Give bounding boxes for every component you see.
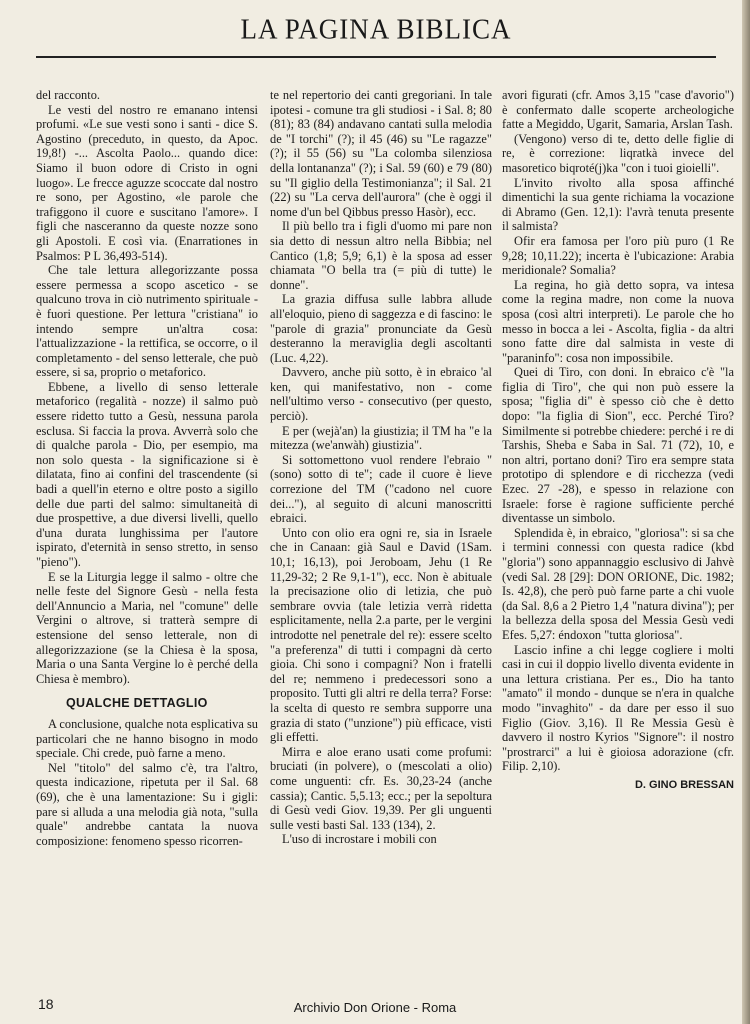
paragraph: Quei di Tiro, con doni. In ebraico c'è "la figlia di Tiro", che qui non può essere la sposa; "figlia di" è spesso ciò che è detto dopo: "la figlia di Sion", ecc. Perché Tiro? Similmente si potrebbe chiedere: perché i re di Tarshis, Sheba e Saba in Sal. 71 (72), 10, e non altri, portano doni? Tiro era sempre stata prototipo di splendore e di ricchezza (vedi Ezec. 27 -28), e spesso in relazione con Israele: forse è ragione sufficiente perché diventasse un simbolo. bbox=[502, 365, 734, 526]
paragraph: Mirra e aloe erano usati come profumi: bruciati (in polvere), o (mescolati a olio) come unguenti: cfr. Es. 30,23-24 (anche cassia); Cantic. 5,5.13; ecc.; per la sepoltura di Gesù vedi Giov. 19,39. Per gli unguenti sulle vesti basti Sal. 133 (134), 2. bbox=[270, 744, 492, 832]
paragraph: La regina, ho già detto sopra, va intesa come la regina madre, non come la nuova sposa (così altri interpreti). Le parole che ho messo in bocca a lei - Ascolta, figlia - da altri sono fatte dire dal salmista in veste di "paraninfo": cosa non impossibile. bbox=[502, 277, 734, 365]
page-edge-shadow bbox=[742, 0, 750, 1024]
paragraph: Lascio infine a chi legge cogliere i molti casi in cui il doppio livello diventa evidente in una lettura cristiana. Per es., Dio ha tanto "amato" il mondo - dunque se n'era in qualche modo "invaghito" - da dare per esso il suo Figlio (Giov. 3,16). Il Re Messia Gesù è davvero il nostro Kyrios "Signore": il nostro "prostrarci" a lui è gioiosa adorazione (cfr. Filip. 2,10). bbox=[502, 642, 734, 774]
header-rule bbox=[36, 56, 716, 58]
paragraph: del racconto. bbox=[36, 88, 100, 102]
column-2 bbox=[270, 88, 492, 847]
paragraph: (Vengono) verso di te, detto delle figlie di re, è correzione: liqratkà invece del masoretico biqroté(j)ka "con i tuoi gioielli". bbox=[502, 131, 734, 175]
page-header bbox=[40, 14, 712, 45]
paragraph: Unto con olio era ogni re, sia in Israele che in Canaan: già Saul e David (1Sam. 10,1; 16,13), poi Jeroboam, Jehu (1 Re 11,29-32; 2 Re 9,1-1"), ecc. Non è abituale la precisazione olio di letizia, che può sembrare ovvia (tale letizia verrà ridetta esplicitamente, nella 2.a parte, per le vergini introdotte nel penetrale del re): essere scelto "a preferenza" di tutti i compagni dà certo gioia. Chi sono i compagni? Non i fratelli del re; nemmeno i predecessori sono a proposito. Tutti gli altri re della terra? Forse: la scelta di questo re sembra supporre una grazia di stato ("unzione") più efficace, visti gli effetti. bbox=[270, 525, 492, 745]
paragraph: Ebbene, a livello di senso letterale metaforico (regalità - nozze) il salmo può essere ridetto tutto a Gesù, nessuna parola esclusa. Si faccia la prova. Avverrà solo che di qualche parola - Dio, per esempio, ma non solo questa - la significazione si è dilatata, fino ai confini del trascendente (si badi a quell'in eterno e oltre posto a sigillo delle due parti del salmo: simultaneità di due prospettive, a due diversi livelli, quello d'una durata lunghissima per l'autore ispirato, d'eternità in senso stretto, in senso "pieno"). bbox=[36, 379, 258, 569]
page-number: 18 bbox=[38, 996, 54, 1012]
paragraph: Splendida è, in ebraico, "gloriosa": si sa che i termini connessi con questa radice (kbd "gloria") sono appannaggio esclusivo di Jahvè (vedi Sal. 28 [29]: DON ORIONE, Dic. 1982; Is. 42,8), che però può farne parte a chi vuole (da Sal. 8,6 a 2 Pietro 1,4 "natura divina"); per la bellezza della sposa del Messia Gesù vedi Efes. 5,27: éndoxon "tutta gloriosa". bbox=[502, 525, 734, 642]
column-1 bbox=[36, 88, 258, 848]
paragraph: L'invito rivolto alla sposa affinché dimentichi la sua gente richiama la vocazione di Abramo (Gen. 12,1): l'avrà tenuta presente il salmista? bbox=[502, 175, 734, 234]
paragraph: A conclusione, qualche nota esplicativa su particolari che ne hanno bisogno in modo speciale. Chi crede, può farne a meno. bbox=[36, 716, 258, 761]
paragraph: Il più bello tra i figli d'uomo mi pare non sia detto di nessun altro nella Bibbia; nel Cantico (1,8; 5,9; 6,1) è la sposa ad esser chiamata "O bella tra (= più di tutte) le donne". bbox=[270, 219, 492, 292]
column-3 bbox=[502, 88, 734, 793]
paragraph: Si sottomettono vuol rendere l'ebraio "(sono) sotto di te"; cade il cuore è lieve correzione del TM ("cadono nel cuore dei..."), al seguito di alcuni manoscritti ebraici. bbox=[270, 452, 492, 526]
paragraph: te nel repertorio dei canti gregoriani. In tale ipotesi - comune tra gli studiosi - i Sal. 8; 80 (81); 83 (84) andavano cantati sulla melodia de "I torchi" (?); il 45 (46) su "Le ragazze" (?); il 55 (56) su "La colomba silenziosa della lontananza" (?); i Sal. 59 (60) e 79 (80) su "Il giglio della Testimonianza"; il Sal. 21 (22) su "La cerva dell'aurora" (che è oggi il nome d'un bel Qibbus presso Hasòr), ecc. bbox=[270, 88, 492, 219]
archive-footer: Archivio Don Orione - Roma bbox=[293, 1000, 457, 1015]
paragraph: Davvero, anche più sotto, è in ebraico 'al ken, qui manifestativo, non - come nell'ultimo verso - consecutivo (per questo, perciò). bbox=[270, 365, 492, 424]
author-signature: D. GINO BRESSAN bbox=[634, 778, 734, 791]
subheading: QUALCHE DETTAGLIO bbox=[66, 696, 208, 711]
paragraph: avori figurati (cfr. Amos 3,15 "case d'avorio") è confermato dalle scoperte archeologiche fatte a Megiddo, Ugarit, Samaria, Arslan Tash. bbox=[502, 88, 734, 132]
paragraph: La grazia diffusa sulle labbra allude all'eloquio, pieno di saggezza e di fascino: le "parole di grazia" pronunciate da Gesù desteranno la meraviglia degli ascoltanti (Luc. 4,22). bbox=[270, 292, 492, 365]
paragraph: L'uso di incrostare i mobili con bbox=[282, 832, 437, 847]
section-title: LA PAGINA BIBLICA bbox=[240, 13, 512, 45]
paragraph: Nel "titolo" del salmo c'è, tra l'altro, questa indicazione, ripetuta per il Sal. 68 (69), che è una lamentazione: Su i gigli: pare si alluda a una melodia già nota, "sulla quale" andrebbe cantata la nuova composizione: fenomeno spesso ricorren- bbox=[36, 760, 258, 848]
paragraph: Le vesti del nostro re emanano intensi profumi. «Le sue vesti sono i santi - dice S. Agostino (preceduto, in questo, da Apoc. 19,8!) -... Ascolta Paolo... quando dice: Siamo il buon odore di Cristo in ogni luogo». Le frecce aguzze scoccate dal nostro re sono, per Agostino, «le parole che trafiggono il cuore e suscitano l'amore». I figli che nasceranno da queste nozze sono gli Apostoli. E così via. (Enarrationes in Psalmos: P L 36,493-514). bbox=[36, 102, 258, 263]
paragraph: E se la Liturgia legge il salmo - oltre che nelle feste del Signore Gesù - nella festa dell'Annuncio a Maria, nel "comune" delle Vergini o altrove, si tratterà sempre di estensione del senso letterale, non di allegorizzazione (se la Chiesa è la sposa, Maria o una Santa Vergine lo è perché della Chiesa è membro). bbox=[36, 569, 258, 686]
paragraph: E per (wejà'an) la giustizia; il TM ha "e la mitezza (we'anwàh) giustizia". bbox=[270, 423, 492, 453]
paragraph: Ofir era famosa per l'oro più puro (1 Re 9,28; 10,11.22); incerta è l'ubicazione: Arabia meridionale? Somalia? bbox=[502, 233, 734, 278]
paragraph: Che tale lettura allegorizzante possa essere permessa a scopo ascetico - se qualcuno trova in ciò nutrimento spirituale - è fuori questione. Per lettura "cristiana" io intendo sempre un'altra cosa: l'attualizzazione - la rettifica, se occorre, o il completamento - del senso letterale, che può essere, si sa, proprio o metaforico. bbox=[36, 263, 258, 380]
